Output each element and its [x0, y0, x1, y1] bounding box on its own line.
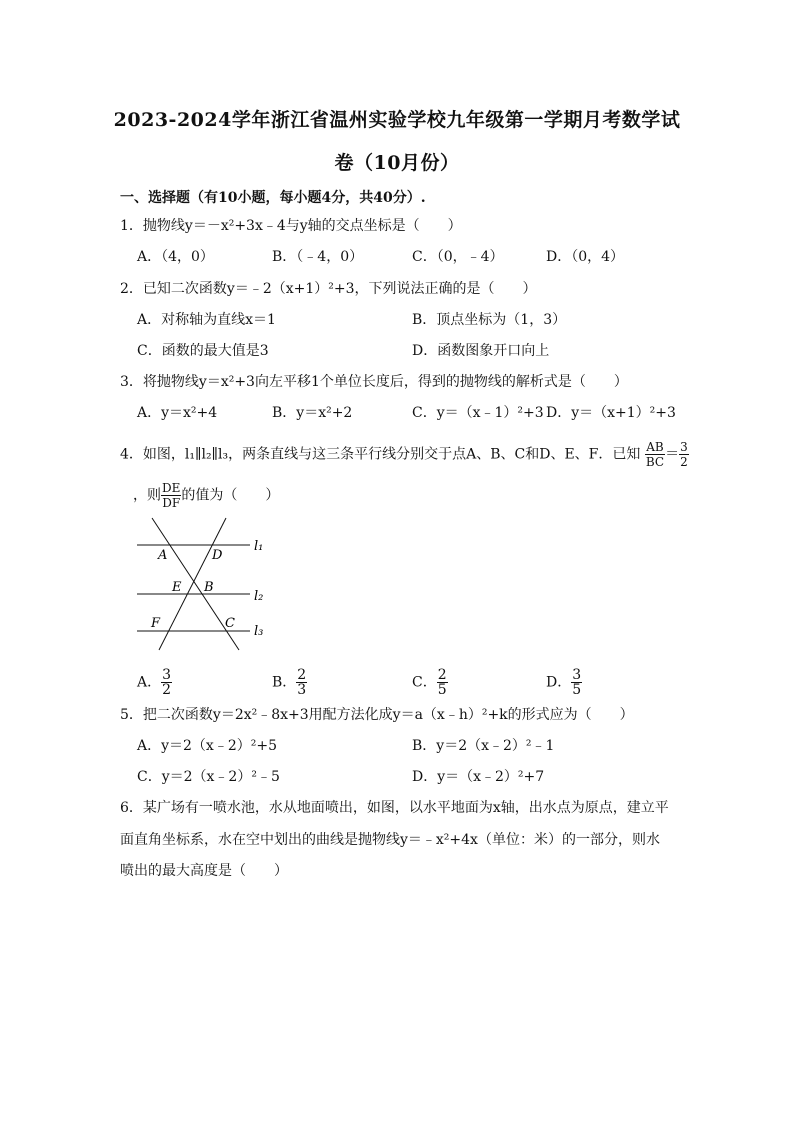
question-4-option-c: [412, 668, 448, 697]
option-fraction: [296, 668, 307, 697]
question-3-option-b: B．y＝x²+2: [272, 405, 353, 421]
label-e: E: [172, 580, 182, 595]
fraction-numerator: 3: [572, 667, 582, 683]
label-b: B: [204, 580, 214, 595]
question-2-option-d: D．函数图象开口向上: [412, 343, 550, 359]
question-2-option-a: A．对称轴为直线x＝1: [137, 312, 276, 328]
question-2-stem: 2．已知二次函数y＝﹣2（x+1）²+3，下列说法正确的是（ ）: [120, 281, 537, 297]
option-label: B．: [272, 674, 297, 691]
question-2-option-c: C．函数的最大值是3: [137, 343, 269, 359]
label-a: A: [158, 548, 168, 563]
question-3-option-a: A．y＝x²+4: [137, 405, 218, 421]
fraction-denominator: 5: [437, 682, 447, 698]
question-5-stem: 5．把二次函数y＝2x²﹣8x+3用配方法化成y＝a（x﹣h）²+k的形式应为（ ）: [120, 707, 634, 723]
fraction-numerator: AB: [646, 440, 664, 454]
question-1-option-d: D．（0，4）: [546, 249, 625, 265]
question-1-stem: 1．抛物线y＝－x²+3x﹣4与y轴的交点坐标是（ ）: [120, 218, 462, 234]
question-5-option-a: A．y＝2（x﹣2）²+5: [137, 738, 277, 754]
question-4-prefix: ，则: [133, 487, 161, 504]
question-1-option-a: A．（4，0）: [137, 249, 214, 265]
option-fraction: [571, 668, 582, 697]
label-c: C: [225, 616, 235, 631]
question-5-option-c: C．y＝2（x﹣2）²﹣5: [137, 769, 280, 785]
question-1-option-b: B．（﹣4，0）: [272, 249, 364, 265]
label-l1: l₁: [254, 539, 264, 554]
question-4-stem-text: 4．如图，l₁∥l₂∥l₃，两条直线与这三条平行线分别交于点A、B、C和D、E、F．已知: [120, 446, 641, 463]
option-label: C．: [412, 674, 437, 691]
transversal-def: [159, 518, 226, 650]
question-4-option-d: [546, 668, 582, 697]
label-l3: l₃: [254, 624, 264, 639]
option-label: A．: [137, 674, 162, 691]
question-4-suffix: 的值为（ ）: [181, 487, 280, 504]
fraction-denominator: 2: [680, 455, 688, 469]
question-6-line1: 6．某广场有一喷水池，水从地面喷出，如图，以水平地面为x轴，出水点为原点，建立平: [120, 800, 669, 816]
fraction-de-df: [161, 481, 181, 510]
question-3-option-c: C．y＝（x﹣1）²+3: [412, 405, 544, 421]
option-fraction: [437, 668, 448, 697]
fraction-denominator: 3: [297, 682, 307, 698]
option-fraction: [161, 668, 172, 697]
question-4-stem: [120, 440, 689, 469]
fraction-denominator: DF: [162, 496, 181, 510]
exam-title-line1: 2023-2024学年浙江省温州实验学校九年级第一学期月考数学试: [113, 109, 681, 131]
fraction-ab-bc: [645, 440, 665, 469]
fraction-numerator: 2: [437, 667, 447, 683]
question-5-option-d: D．y＝（x﹣2）²+7: [412, 769, 545, 785]
label-l2: l₂: [254, 589, 264, 604]
label-f: F: [151, 616, 161, 631]
question-1-option-c: C．（0，﹣4）: [412, 249, 504, 265]
fraction-numerator: DE: [162, 481, 181, 495]
question-3-stem: 3．将抛物线y＝x²+3向左平移1个单位长度后，得到的抛物线的解析式是（ ）: [120, 374, 628, 390]
option-label: D．: [546, 674, 572, 691]
equals-sign: ＝: [665, 446, 680, 463]
fraction-numerator: 3: [162, 667, 172, 683]
exam-title-line2: 卷（10月份）: [334, 152, 460, 174]
fraction-denominator: 2: [162, 682, 172, 698]
fraction-numerator: 3: [680, 440, 688, 454]
question-4-option-b: [272, 668, 307, 697]
question-5-option-b: B．y＝2（x﹣2）²﹣1: [412, 738, 555, 754]
fraction-numerator: 2: [297, 667, 307, 683]
fraction-denominator: BC: [645, 455, 665, 469]
label-d: D: [212, 548, 223, 563]
question-6-line2: 面直角坐标系，水在空中划出的曲线是抛物线y＝﹣x²+4x（单位：米）的一部分，则水: [120, 832, 660, 848]
question-3-option-d: D．y＝（x+1）²+3: [546, 405, 676, 421]
question-6-line3: 喷出的最大高度是（ ）: [120, 863, 288, 879]
section-heading: 一、选择题（有10小题，每小题4分，共40分）.: [120, 190, 426, 206]
fraction-denominator: 5: [572, 682, 582, 698]
question-2-option-b: B．顶点坐标为（1，3）: [412, 312, 567, 328]
question-4-option-a: [137, 668, 172, 697]
fraction-value: [679, 440, 689, 469]
figure-svg: [132, 510, 272, 655]
parallel-lines-figure: [132, 510, 272, 655]
question-4-stem-line2: [133, 481, 279, 510]
